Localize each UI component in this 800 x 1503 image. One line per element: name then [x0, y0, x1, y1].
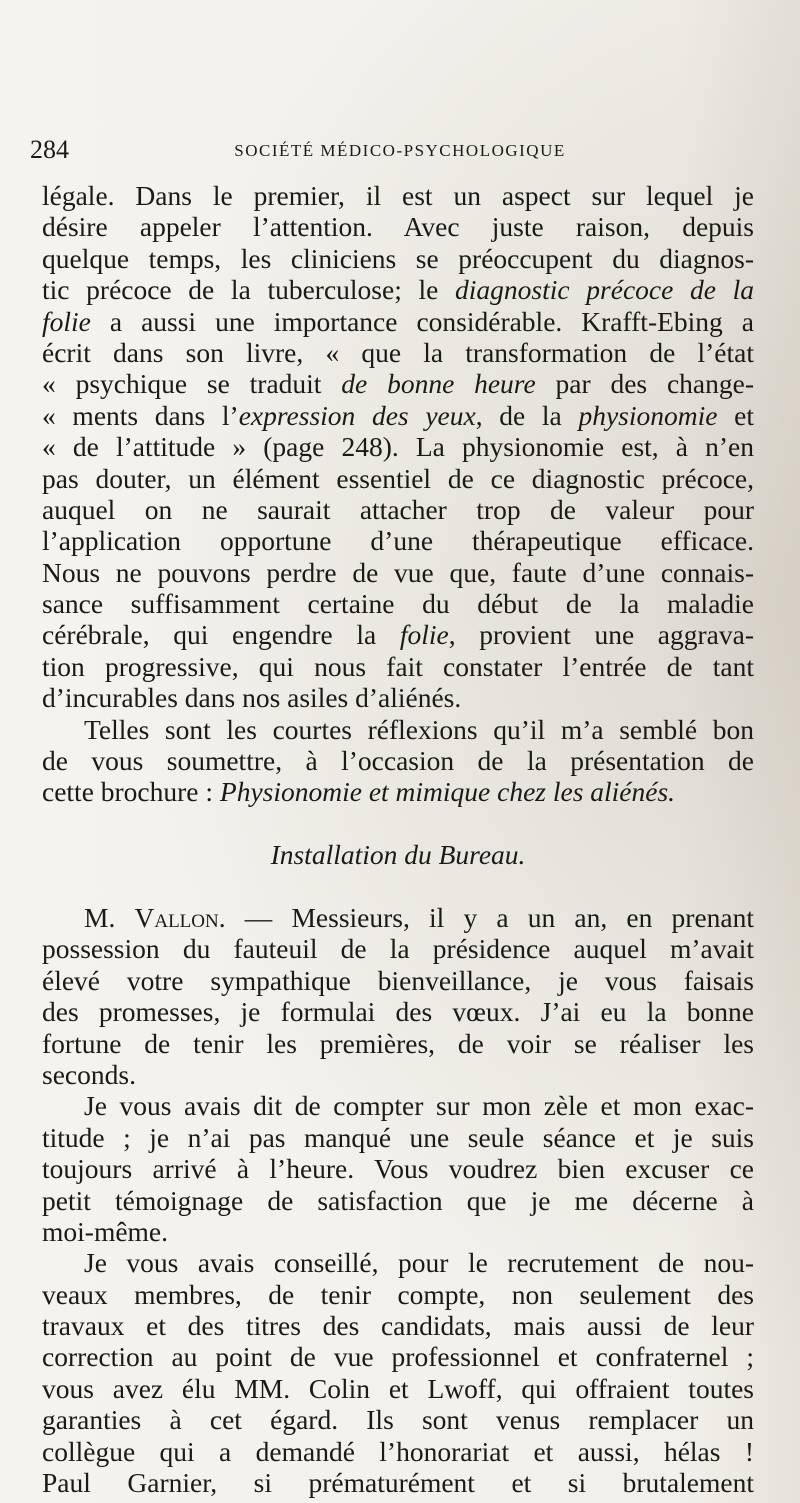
text-run: l’application opportune d’une thérapeutique efficace.	[42, 525, 754, 557]
italic-text: folie	[42, 305, 91, 337]
text-run: auquel on ne saurait attacher trop de valeur pour	[42, 493, 754, 525]
text-line	[42, 1279, 754, 1310]
text-line	[42, 1028, 754, 1059]
text-line	[42, 274, 754, 305]
text-run: vous avez élu MM. Colin et Lwoff, qui offraient toutes	[42, 1372, 754, 1404]
text-run: par des change-	[535, 368, 754, 400]
text-run: « psychique se traduit	[42, 368, 342, 400]
text-line	[42, 1404, 754, 1435]
text-line	[42, 651, 754, 682]
text-run: désire appeler l’attention. Avec juste raison, depuis	[42, 211, 754, 243]
text-run: écrit dans son livre, « que la transformation de l’état	[42, 336, 754, 368]
text-line	[42, 1436, 754, 1467]
text-line	[42, 1090, 754, 1121]
page-number: 284	[30, 135, 69, 164]
italic-text: expression des yeux	[238, 399, 476, 431]
text-run: collègue qui a demandé l’honorariat et aussi, hélas !	[42, 1435, 754, 1467]
text-line	[42, 368, 754, 399]
text-line	[42, 1247, 754, 1278]
text-line	[42, 619, 754, 650]
text-run: tic précoce de la tuberculose; le	[42, 274, 456, 306]
text-line	[42, 337, 754, 368]
text-line	[42, 180, 754, 211]
text-run: sance suffisamment certaine du début de la maladie	[42, 588, 754, 620]
text-line	[42, 1467, 754, 1498]
text-run: correction au point de vue professionnel et confraternel ;	[42, 1341, 754, 1373]
text-run: travaux et des titres des candidats, mais aussi de leur	[42, 1310, 754, 1342]
text-line	[42, 745, 754, 776]
text-line	[42, 1373, 754, 1404]
text-line	[42, 588, 754, 619]
text-run: légale. Dans le premier, il est un aspect sur lequel je	[42, 180, 754, 211]
text-run: petit témoignage de satisfaction que je me décerne à	[42, 1184, 754, 1216]
text-run: quelque temps, les cliniciens se préoccupent du diagnos-	[42, 242, 754, 274]
text-run: Je vous avais conseillé, pour le recrutement de nou-	[84, 1247, 754, 1279]
text-run: Installation du Bureau.	[270, 839, 526, 871]
text-line	[42, 682, 754, 713]
text-line	[42, 1122, 754, 1153]
text-line	[42, 965, 754, 996]
text-line	[42, 1153, 754, 1184]
text-line	[42, 243, 754, 274]
text-line	[42, 1059, 754, 1090]
running-head	[30, 135, 770, 165]
body-text	[42, 180, 754, 1498]
author-name: Vallon	[134, 901, 219, 933]
text-run: garanties à cet égard. Ils sont venus remplacer un	[42, 1404, 754, 1436]
text-run: , provient une aggrava-	[448, 619, 754, 651]
running-title: SOCIÉTÉ MÉDICO-PSYCHOLOGIQUE	[234, 141, 566, 160]
section-heading	[42, 839, 754, 870]
text-line	[42, 1310, 754, 1341]
text-line	[42, 933, 754, 964]
text-line	[42, 1185, 754, 1216]
text-line	[42, 557, 754, 588]
text-run: seconds.	[42, 1058, 136, 1090]
text-run: , de la	[475, 399, 579, 431]
italic-text: de bonne heure	[341, 368, 536, 400]
text-line	[42, 996, 754, 1027]
text-run: et	[717, 399, 754, 431]
blank-line	[42, 808, 754, 839]
text-run: Je vous avais dit de compter sur mon zèle et mon exac-	[84, 1090, 754, 1122]
text-line	[42, 714, 754, 745]
text-run: toujours arrivé à l’heure. Vous voudrez bien excuser ce	[42, 1153, 754, 1185]
text-run: possession du fauteuil de la présidence auquel m’avait	[42, 933, 754, 965]
text-run: cérébrale, qui engendre la	[42, 619, 400, 651]
text-run: . — Messieurs, il y a un an, en prenant	[218, 901, 754, 933]
text-run: de vous soumettre, à l’occasion de la présentation de	[42, 745, 754, 777]
text-run: Paul Garnier, si prématurément et si brutalement	[42, 1467, 754, 1499]
text-line	[42, 400, 754, 431]
text-line	[42, 1216, 754, 1247]
text-run: a aussi une importance considérable. Krafft-Ebing a	[90, 305, 754, 337]
text-line	[42, 776, 754, 807]
italic-text: diagnostic précoce de la	[455, 274, 754, 306]
text-run: Telles sont les courtes réflexions qu’il m’a semblé bon	[84, 713, 754, 745]
italic-text: folie	[399, 619, 449, 651]
text-run: « de l’attitude » (page 248). La physionomie est, à n’en	[42, 431, 754, 463]
text-line	[42, 211, 754, 242]
text-line	[42, 525, 754, 556]
text-run: « ments dans l’	[42, 399, 239, 431]
text-run: M.	[84, 901, 135, 933]
text-run: pas douter, un élément essentiel de ce diagnostic précoce,	[42, 462, 754, 494]
text-run: Nous ne pouvons perdre de vue que, faute d’une connais-	[42, 556, 754, 588]
text-line	[42, 463, 754, 494]
text-run: titude ; je n’ai pas manqué une seule séance et je suis	[42, 1121, 754, 1153]
text-run: cette brochure :	[42, 776, 220, 808]
blank-line	[42, 871, 754, 902]
text-run: veaux membres, de tenir compte, non seulement des	[42, 1278, 754, 1310]
italic-text: Physionomie et mimique chez les aliénés.	[219, 776, 676, 808]
text-run: d’incurables dans nos asiles d’aliénés.	[42, 682, 462, 714]
text-line	[42, 902, 754, 933]
text-line	[42, 494, 754, 525]
text-run: tion progressive, qui nous fait constater l’entrée de tant	[42, 650, 754, 682]
text-line	[42, 431, 754, 462]
italic-text: physionomie	[578, 399, 718, 431]
text-run: des promesses, je formulai des vœux. J’ai eu la bonne	[42, 996, 754, 1028]
text-line	[42, 306, 754, 337]
text-run: fortune de tenir les premières, de voir se réaliser les	[42, 1027, 754, 1059]
text-run: moi-même.	[42, 1215, 169, 1247]
text-run: élevé votre sympathique bienveillance, je vous faisais	[42, 964, 754, 996]
text-line	[42, 1341, 754, 1372]
